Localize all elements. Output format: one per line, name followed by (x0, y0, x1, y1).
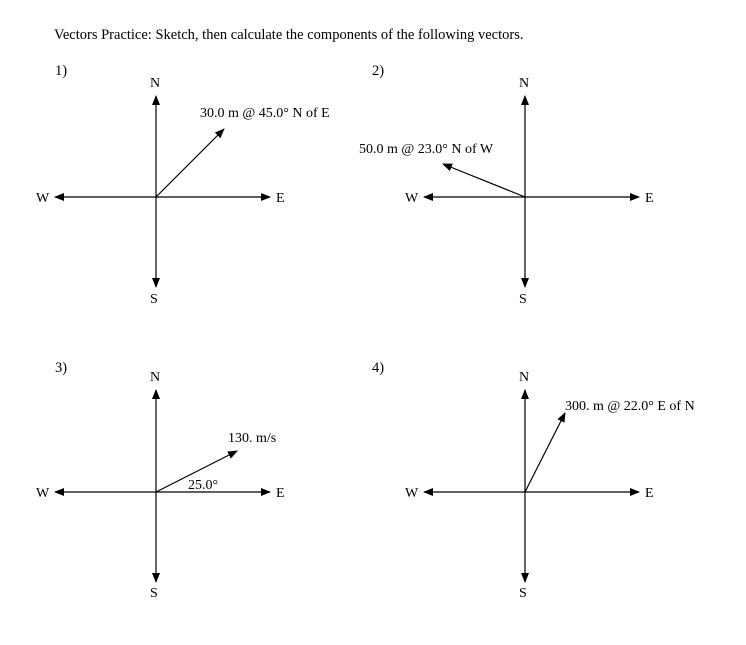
north-label: N (150, 370, 161, 385)
west-label: W (405, 191, 419, 206)
south-label: S (519, 586, 527, 601)
vector-arrow (156, 129, 224, 197)
south-label: S (150, 292, 158, 307)
west-label: W (36, 191, 50, 206)
east-label: E (276, 191, 285, 206)
problem-3-number: 3) (55, 360, 68, 376)
vector-arrow (443, 164, 525, 197)
angle-label: 25.0° (188, 478, 219, 493)
east-label: E (645, 191, 654, 206)
problem-1-number: 1) (55, 63, 68, 79)
problem-4-diagram (405, 370, 695, 601)
east-label: E (645, 486, 654, 501)
vector-label: 30.0 m @ 45.0° N of E (200, 106, 330, 121)
west-label: W (405, 486, 419, 501)
page-title: Vectors Practice: Sketch, then calculate the components of the following vectors. (54, 27, 524, 43)
east-label: E (276, 486, 285, 501)
north-label: N (150, 76, 161, 91)
south-label: S (150, 586, 158, 601)
problem-4-number: 4) (372, 360, 385, 376)
vector-label: 300. m @ 22.0° E of N (565, 399, 695, 414)
vector-label: 50.0 m @ 23.0° N of W (359, 142, 494, 157)
north-label: N (519, 76, 530, 91)
problem-1-diagram (36, 76, 330, 307)
west-label: W (36, 486, 50, 501)
north-label: N (519, 370, 530, 385)
vector-arrow (525, 413, 565, 492)
problem-2-number: 2) (372, 63, 385, 79)
problem-3-diagram (36, 370, 285, 601)
vector-label: 130. m/s (228, 431, 277, 446)
problem-2-diagram (359, 76, 654, 307)
south-label: S (519, 292, 527, 307)
